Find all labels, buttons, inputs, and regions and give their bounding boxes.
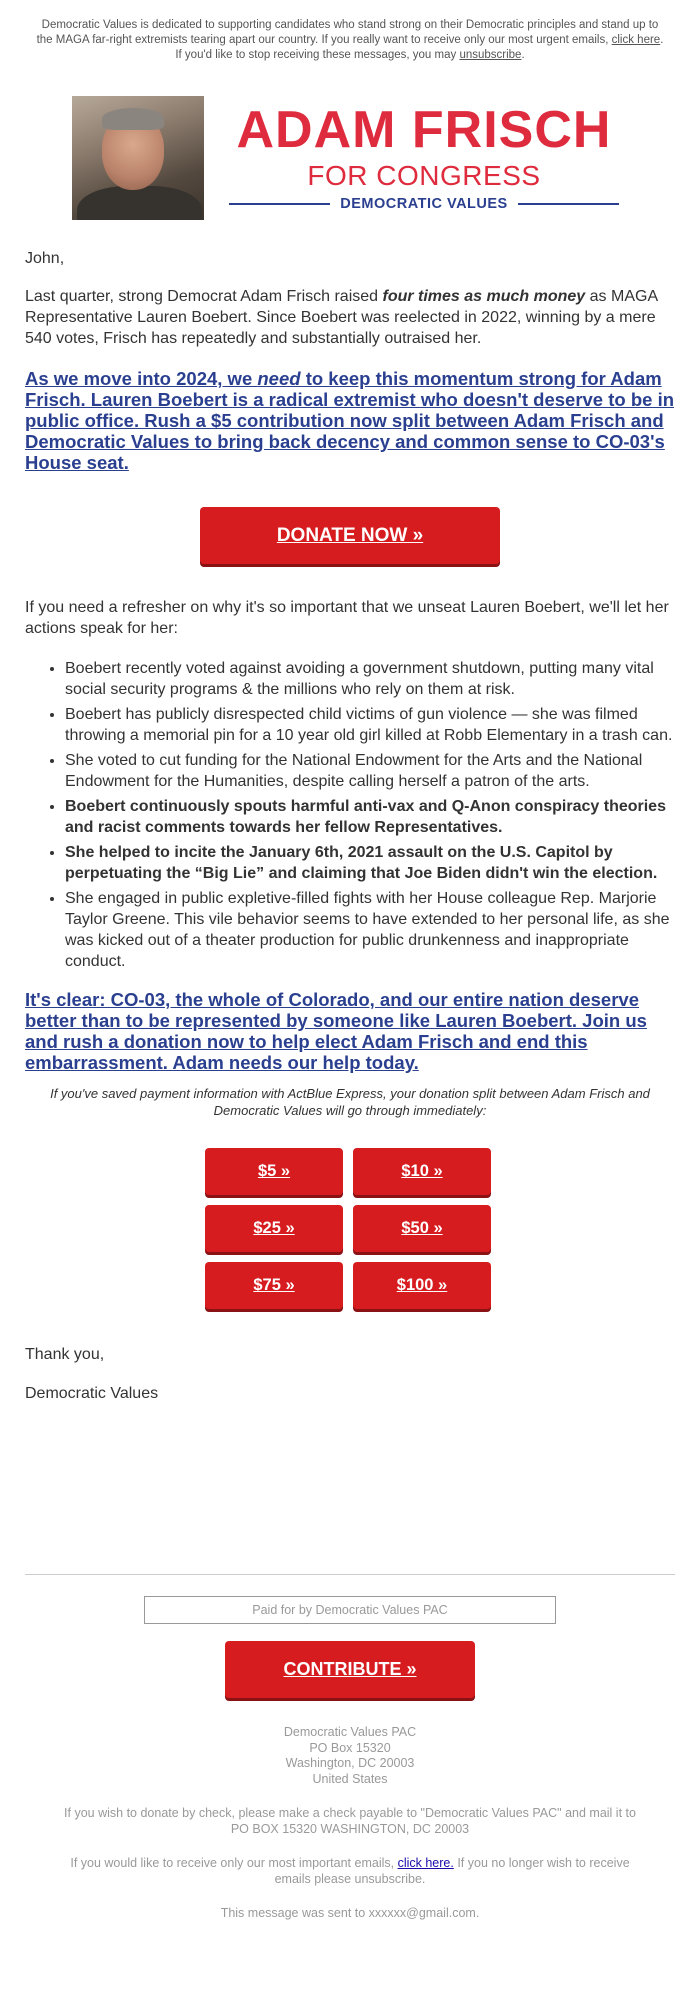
actblue-express-note: If you've saved payment information with ActBlue Express, your donation split between Adam Frisch and Democratic Values will go through immediately:	[50, 1086, 650, 1118]
callout-link-1[interactable]	[25, 368, 675, 473]
list-item: • Boebert has publicly disrespected child victims of gun violence — she was filmed throwing a memorial pin for a 10 year old girl killed at Robb Elementary in a trash can.	[65, 704, 675, 746]
preheader-text-end: .	[521, 49, 525, 61]
boebert-actions-list	[25, 658, 675, 972]
intro-text: Last quarter, strong Democrat Adam Frisch raised	[25, 288, 383, 305]
logo-subtitle: FOR CONGRESS	[307, 160, 541, 191]
preheader-click-here-link[interactable]: click here	[611, 34, 661, 46]
intro-paragraph	[25, 286, 675, 349]
address-line: United States	[312, 1771, 388, 1786]
salutation: John,	[25, 250, 65, 267]
logo-candidate-name: ADAM FRISCH	[236, 101, 612, 159]
address-line: Washington, DC 20003	[285, 1756, 415, 1770]
preheader-text-middle: . If you'd like to stop receiving these messages, you may	[175, 34, 664, 61]
contribute-button[interactable]: CONTRIBUTE »	[225, 1641, 475, 1698]
campaign-logo	[229, 101, 619, 212]
closing-thanks: Thank you,	[25, 1346, 105, 1363]
check-donation-note: If you wish to donate by check, please make a check payable to "Democratic Values PAC" and mail it to PO BOX 15320 WASHINGTON, DC 20003	[64, 1806, 636, 1836]
donate-75-button[interactable]: $75 »	[205, 1262, 343, 1309]
list-item: • Boebert recently voted against avoiding a government shutdown, putting many vital social security programs & the millions who rely on them at risk.	[65, 658, 675, 700]
callout-link-2[interactable]: It's clear: CO-03, the whole of Colorado, and our entire nation deserve better than to be represented by someone like Lauren Boebert. Join us and rush a donation now to help elect Adam Frisch and end this embarrassment. Adam needs our help today.	[25, 989, 647, 1073]
donate-5-button[interactable]: $5 »	[205, 1148, 343, 1195]
donation-amount-grid	[205, 1148, 495, 1309]
preferences-text: If you would like to receive only our most important emails,	[70, 1856, 398, 1870]
address-line: PO Box 15320	[309, 1740, 391, 1755]
callout-1-text: As we move into 2024, we	[25, 368, 258, 389]
refresher-paragraph: If you need a refresher on why it's so important that we unseat Lauren Boebert, we'll let her actions speak for her:	[25, 599, 669, 637]
footer-divider	[25, 1574, 675, 1575]
logo-org-row	[229, 196, 619, 212]
preheader	[25, 0, 675, 63]
address-line: Democratic Values PAC	[283, 1725, 417, 1739]
list-item: • She engaged in public expletive-filled fights with her House colleague Rep. Marjorie Taylor Greene. This vile behavior seems to have extended to her personal life, as she was kicked out of a theater production for public drunkenness and inappropriate conduct.	[65, 888, 675, 972]
paid-for-disclaimer: Paid for by Democratic Values PAC	[144, 1596, 556, 1624]
donate-now-button[interactable]: DONATE NOW »	[200, 507, 500, 564]
candidate-photo	[72, 96, 204, 220]
important-emails-link[interactable]: click here.	[397, 1856, 454, 1870]
header-banner	[72, 96, 675, 220]
preheader-unsubscribe-link[interactable]: unsubscribe	[459, 49, 522, 61]
logo-org-name: DEMOCRATIC VALUES	[340, 196, 508, 212]
list-item: • Boebert continuously spouts harmful anti-vax and Q-Anon conspiracy theories and racist comments towards her fellow Representatives.	[65, 796, 675, 838]
donate-100-button[interactable]: $100 »	[353, 1262, 491, 1309]
list-item: • She voted to cut funding for the National Endowment for the Arts and the National Endowment for the Humanities, despite calling herself a patron of the arts.	[65, 750, 675, 792]
sent-to-note: This message was sent to xxxxxx@gmail.com.	[220, 1906, 480, 1920]
intro-emphasis: four times as much money	[382, 288, 586, 305]
donate-10-button[interactable]: $10 »	[353, 1148, 491, 1195]
donate-25-button[interactable]: $25 »	[205, 1205, 343, 1252]
email-preferences-note	[0, 1856, 700, 1887]
preheader-text: Democratic Values is dedicated to supporting candidates who stand strong on their Democratic principles and stand up to the MAGA far-right extremists tearing apart our country. If you really want to receive only our most urgent emails,	[36, 19, 659, 46]
donate-50-button[interactable]: $50 »	[353, 1205, 491, 1252]
preferences-text-end: If you no longer wish to receive emails please unsubscribe.	[274, 1856, 630, 1886]
signature: Democratic Values	[25, 1385, 159, 1402]
list-item: • She helped to incite the January 6th, 2021 assault on the U.S. Capitol by perpetuating the “Big Lie” and claiming that Joe Biden didn't win the election.	[65, 842, 675, 884]
callout-1-text-end: to keep this momentum strong for Adam Frisch. Lauren Boebert is a radical extremist who doesn't deserve to be in public office. Rush a $5 contribution now split between Adam Frisch and Democratic Values to bring back decency and common sense to CO-03's House seat.	[25, 368, 675, 473]
callout-1-emphasis: need	[257, 368, 301, 389]
intro-text-end: as MAGA Representative Lauren Boebert. Since Boebert was reelected in 2022, winning by a mere 540 votes, Frisch has repeatedly and substantially outraised her.	[25, 288, 658, 347]
mailing-address	[0, 1725, 700, 1787]
